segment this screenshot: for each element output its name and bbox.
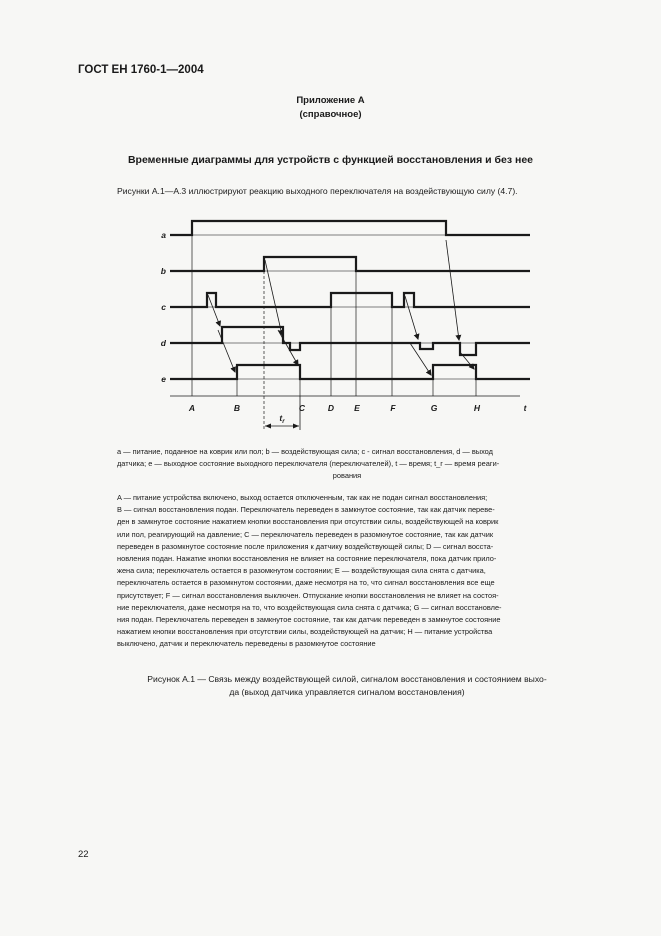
- time-label-G: G: [430, 403, 438, 413]
- signal-c: [170, 293, 530, 307]
- time-label-E: E: [354, 403, 360, 413]
- figure-explanation: [117, 492, 577, 651]
- signal-b: [170, 257, 530, 271]
- signal-label-c: c: [161, 302, 166, 312]
- signals: [170, 221, 530, 379]
- legend-line: рования: [332, 471, 362, 480]
- caption-line: да (выход датчика управляется сигналом восстановления): [229, 686, 465, 697]
- figure-legend: [117, 446, 577, 482]
- signal-label-e: e: [161, 374, 166, 384]
- section-title: Временные диаграммы для устройств с функцией восстановления и без нее: [127, 154, 534, 166]
- caption-line: Рисунок А.1 — Связь между воздействующей силой, сигналом восстановления и состоянием выхо-: [147, 674, 547, 684]
- explanation-line: выключено, датчик и переключатель переведены в разомкнутое состояние: [117, 639, 376, 649]
- time-label-A: A: [188, 403, 196, 413]
- explanation-line: переведен в разомкнутое состояние после приложения к датчику воздействующей силы; D — сигнал восста-: [117, 541, 494, 551]
- legend-line: a — питание, поданное на коврик или пол; b — воздействующая сила; c - сигнал восстановления, d — выход: [117, 447, 493, 456]
- explanation-line: ние переключателя, даже несмотря на то, что воздействующая сила снята с датчика; G — сигнал восстановле-: [117, 602, 502, 612]
- figure-caption: [117, 673, 577, 698]
- signal-e: [170, 365, 530, 379]
- explanation-line: присутствует; F — сигнал восстановления выключен. Отпускание кнопки восстановления не влияет на состоя-: [117, 590, 499, 600]
- document-header: ГОСТ ЕН 1760-1—2004: [78, 64, 204, 76]
- explanation-line: ния подан. Переключатель переведен в замкнутое состояние, так как датчик переведен в замкнутое состояние: [117, 615, 501, 625]
- time-label-F: F: [390, 403, 396, 413]
- timing-diagram: [0, 0, 661, 440]
- signal-label-a: a: [161, 230, 166, 240]
- annex-subtitle: (справочное): [299, 109, 362, 120]
- time-label-H: H: [473, 403, 481, 413]
- explanation-line: A — питание устройства включено, выход остается отключенным, так как не подан сигнал восстановления;: [117, 493, 488, 502]
- explanation-line: переключатель остается в разомкнутом состоянии, даже несмотря на то, что сигнал восстановления все еще: [117, 578, 495, 588]
- explanation-line: новления подан. Нажатие кнопки восстановления не влияет на состояние переключателя, пока датчик прило-: [117, 554, 497, 564]
- signal-label-d: d: [160, 338, 166, 348]
- signal-d: [170, 327, 530, 355]
- interval-label: $t_r$: [279, 413, 285, 425]
- explanation-line: или пол, реагирующий на давление; C — переключатель переведен в разомкнутое состояние, так как датчик: [117, 529, 494, 539]
- annex-title: Приложение А: [296, 95, 365, 106]
- explanation-line: жена сила; переключатель остается в разомкнутом состоянии; E — воздействующая сила снята с датчика,: [117, 566, 486, 576]
- explanation-line: нажатием кнопки восстановления при отсутствии силы, воздействующей на датчик; H — питание устройства: [117, 627, 493, 637]
- time-label-B: B: [233, 403, 241, 413]
- explanation-line: ден в замкнутое состояние нажатием кнопки восстановления при отсутствии силы, воздействующей на коврик: [117, 517, 499, 527]
- time-label-D: D: [327, 403, 335, 413]
- signal-label-b: b: [160, 266, 166, 276]
- intro-paragraph: Рисунки А.1—А.3 иллюстрируют реакцию выходного переключателя на воздействующую силу (4.7).: [117, 186, 518, 196]
- explanation-line: B — сигнал восстановления подан. Переключатель переведен в замкнутое состояние, так как датчик переве-: [117, 505, 495, 515]
- page-number: 22: [78, 849, 89, 860]
- time-label-C: C: [298, 403, 306, 413]
- legend-line: датчика; e — выходное состояние выходного переключателя (переключателей), t — время; t_r — время реаги-: [117, 459, 500, 468]
- signal-a: [170, 221, 530, 235]
- axis-label-t: t: [523, 403, 527, 413]
